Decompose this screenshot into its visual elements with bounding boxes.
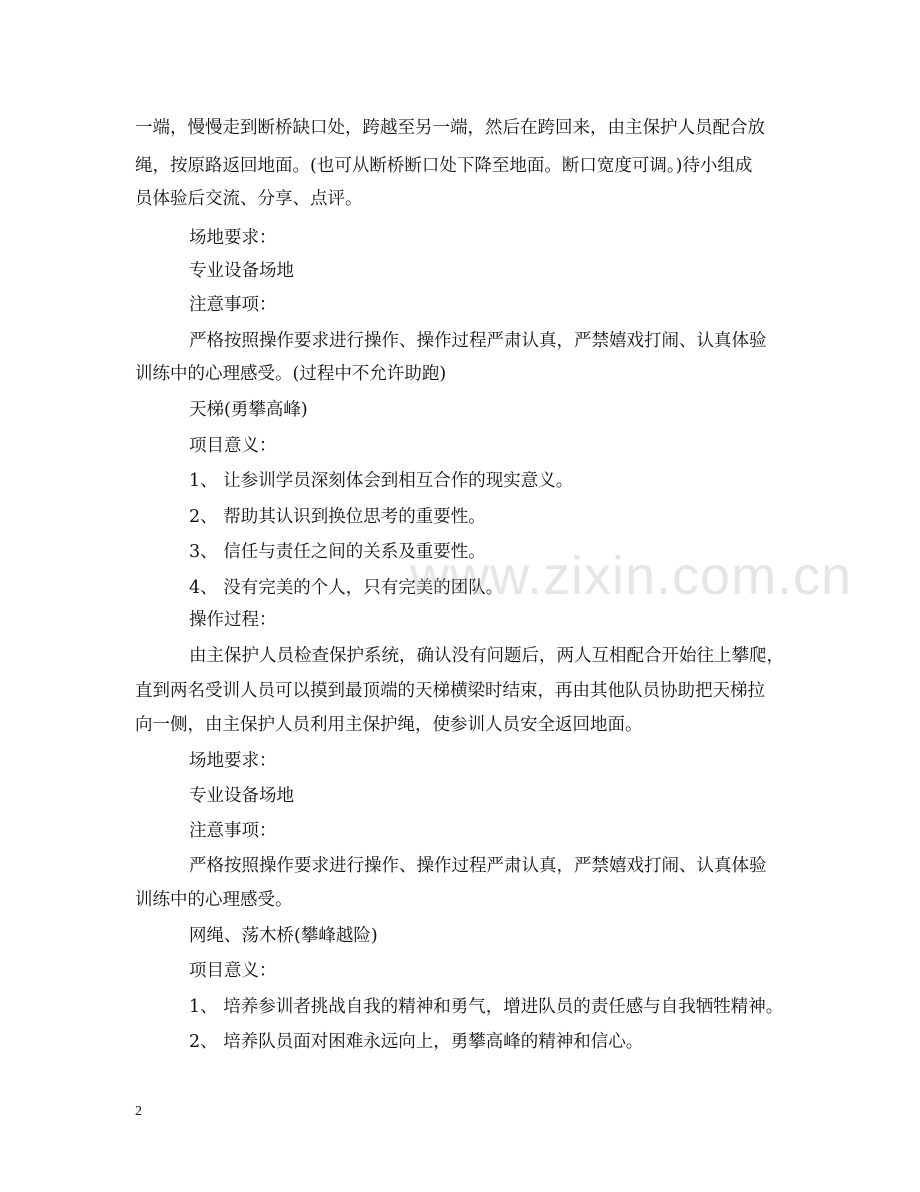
section-heading: 注意事项： (189, 295, 277, 315)
text-line: 严格按照操作要求进行操作、操作过程严肃认真，严禁嬉戏打闹、认真体验 (189, 856, 767, 876)
section-heading: 项目意义： (189, 961, 277, 981)
text-line: 专业设备场地 (189, 261, 294, 281)
list-item: 1、 培养参训者挑战自我的精神和勇气，增进队员的责任感与自我牺牲精神。 (189, 997, 784, 1017)
section-heading: 场地要求： (189, 751, 277, 771)
project-title: 网绳、荡木桥(攀峰越险) (189, 926, 378, 946)
list-item: 3、 信任与责任之间的关系及重要性。 (189, 542, 486, 562)
text-line: 专业设备场地 (189, 786, 294, 806)
text-line: 训练中的心理感受。 (135, 890, 293, 910)
project-title: 天梯(勇攀高峰) (189, 400, 308, 420)
list-item: 2、 帮助其认识到换位思考的重要性。 (189, 507, 486, 527)
text-line: 严格按照操作要求进行操作、操作过程严肃认真，严禁嬉戏打闹、认真体验 (189, 331, 767, 351)
text-line: 绳，按原路返回地面。(也可从断桥断口处下降至地面。断口宽度可调。)待小组成 (135, 156, 753, 176)
text-line: 由主保护人员检查保护系统，确认没有问题后，两人互相配合开始往上攀爬， (189, 646, 784, 666)
text-line: 一端，慢慢走到断桥缺口处，跨越至另一端，然后在跨回来，由主保护人员配合放 (135, 118, 765, 138)
watermark: www.zixin.com.cn (410, 546, 853, 606)
text-line: 员体验后交流、分享、点评。 (135, 189, 363, 209)
section-heading: 项目意义： (189, 436, 277, 456)
text-line: 向一侧，由主保护人员利用主保护绳，使参训人员安全返回地面。 (135, 715, 643, 735)
section-heading: 注意事项： (189, 821, 277, 841)
page-number: 2 (135, 1104, 142, 1119)
text-line: 直到两名受训人员可以摸到最顶端的天梯横梁时结束，再由其他队员协助把天梯拉 (135, 681, 765, 701)
section-heading: 操作过程： (189, 610, 277, 630)
list-item: 2、 培养队员面对困难永远向上，勇攀高峰的精神和信心。 (189, 1032, 644, 1052)
list-item: 4、 没有完美的个人，只有完美的团队。 (189, 578, 504, 598)
list-item: 1、 让参训学员深刻体会到相互合作的现实意义。 (189, 471, 574, 491)
section-heading: 场地要求： (189, 228, 277, 248)
text-line: 训练中的心理感受。(过程中不允许助跑) (135, 364, 447, 384)
